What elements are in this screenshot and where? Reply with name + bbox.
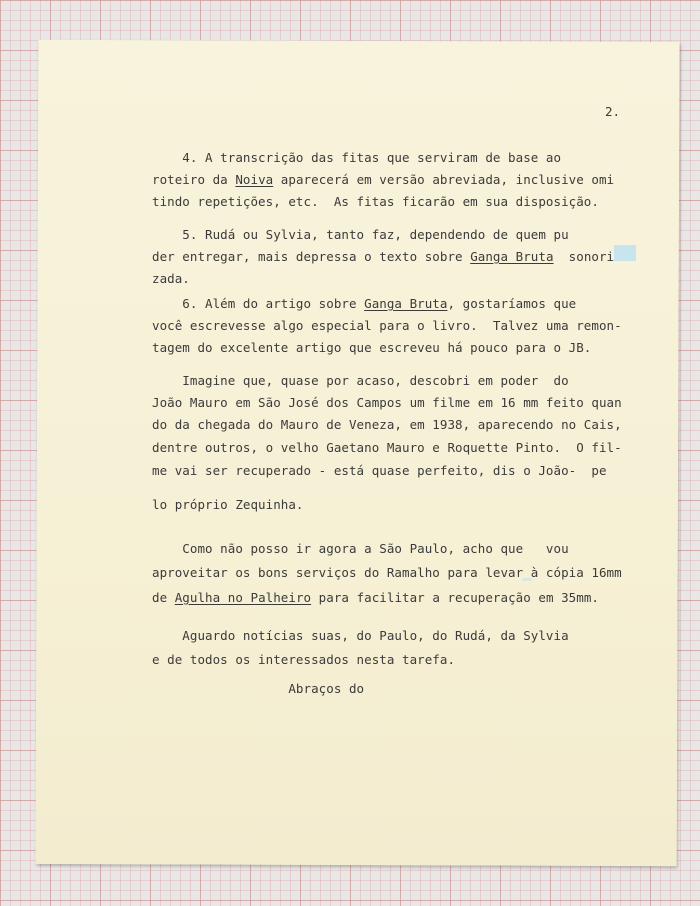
text-run: do da chegada do Mauro de Veneza, em 1938, aparecendo no Cais, [152, 417, 622, 432]
highlight-mark [614, 245, 636, 261]
text-run: lo próprio Zequinha. [152, 497, 304, 512]
text-line [152, 227, 569, 242]
page-number: 2. [605, 104, 621, 119]
text-line [152, 150, 561, 165]
text-line [152, 565, 622, 580]
text-run: tagem do excelente artigo que escreveu há pouco para o JB. [152, 340, 592, 355]
text-line [152, 590, 599, 605]
text-line [152, 340, 591, 355]
text-line [152, 194, 599, 209]
text-line [152, 318, 622, 333]
underlined-title: Noiva [235, 172, 274, 187]
text-line [152, 249, 614, 264]
text-run: aproveitar os bons serviços do Ramalho para levar à cópia 16mm [152, 565, 622, 580]
text-run: 5. Rudá ou Sylvia, tanto faz, dependendo de quem pu [152, 227, 569, 242]
text-run: 4. A transcrição das fitas que serviram de base ao [152, 150, 562, 165]
text-line [152, 440, 622, 455]
text-line [152, 681, 364, 696]
text-run: Aguardo notícias suas, do Paulo, do Rudá, da Sylvia [152, 628, 569, 643]
text-line [152, 463, 607, 478]
text-run: Imagine que, quase por acaso, descobri em poder do [152, 373, 569, 388]
text-run: você escrevesse algo especial para o livro. Talvez uma remon- [152, 318, 622, 333]
text-line [152, 395, 622, 410]
text-run: roteiro da [152, 172, 236, 187]
text-run: tindo repetições, etc. As fitas ficarão em sua disposição. [152, 194, 599, 209]
text-run: zada. [152, 271, 190, 286]
text-line [152, 497, 304, 512]
text-run: , gostaríamos que [447, 296, 577, 311]
underlined-title: Ganga Bruta [364, 296, 448, 311]
underlined-title: Agulha no Palheiro [174, 590, 312, 605]
text-line [152, 652, 455, 667]
text-run: João Mauro em São José dos Campos um filme em 16 mm feito quan [152, 395, 622, 410]
text-run: dentre outros, o velho Gaetano Mauro e Roquette Pinto. O fil- [152, 440, 622, 455]
text-run: Como não posso ir agora a São Paulo, acho que vou [152, 541, 569, 556]
text-run: aparecerá em versão abreviada, inclusive omi [273, 172, 615, 187]
text-line [152, 271, 190, 286]
text-run: me vai ser recuperado - está quase perfeito, dis o João- pe [152, 463, 607, 478]
text-run: de [152, 590, 175, 605]
text-line [152, 628, 569, 643]
text-line [152, 172, 614, 187]
text-line [152, 541, 569, 556]
text-run: der entregar, mais depressa o texto sobre [152, 249, 471, 264]
text-line [152, 373, 569, 388]
text-run: e de todos os interessados nesta tarefa. [152, 652, 456, 667]
text-run: sonori [553, 249, 615, 264]
text-run: para facilitar a recuperação em 35mm. [311, 590, 599, 605]
text-run: 6. Além do artigo sobre [152, 296, 365, 311]
underlined-title: Ganga Bruta [470, 249, 554, 264]
text-line [152, 417, 622, 432]
text-run: Abraços do [152, 681, 365, 696]
text-line [152, 296, 576, 311]
